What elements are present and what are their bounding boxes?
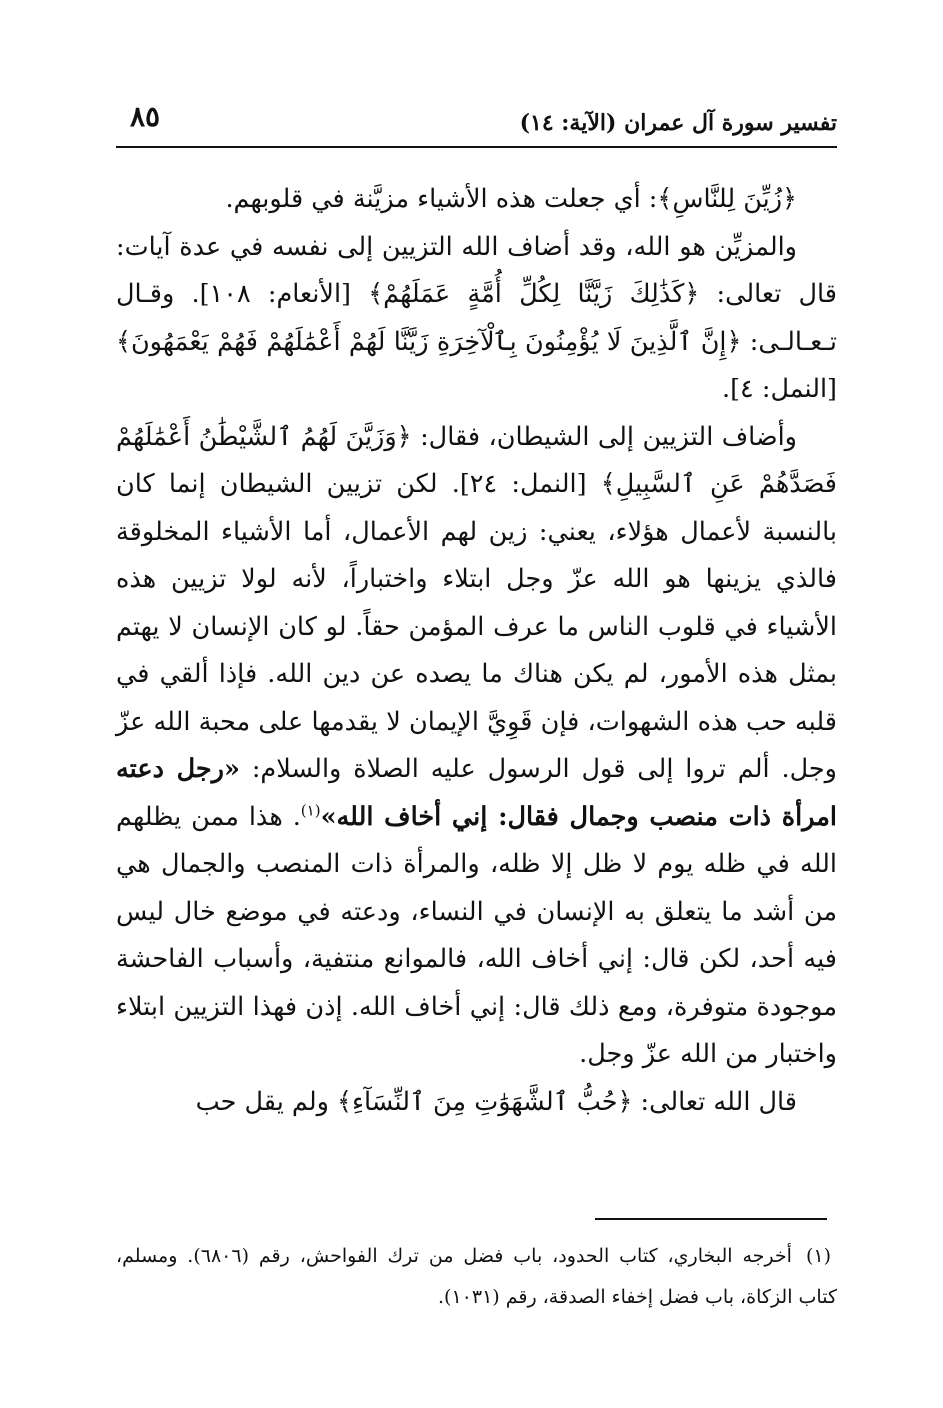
paragraph-text: ﴿زُيِّنَ لِلنَّاسِ﴾: أي جعلت هذه الأشياء مزيَّنة في قلوبهم. — [225, 184, 797, 214]
paragraph — [116, 176, 837, 224]
footnote-marker: (١) — [805, 1245, 831, 1267]
running-title: تفسير سورة آل عمران (الآية: ١٤) — [519, 110, 837, 136]
main-text — [116, 176, 837, 1126]
footnote-separator — [595, 1218, 827, 1220]
paragraph — [116, 414, 837, 1079]
paragraph — [116, 224, 837, 414]
paragraph-text: والمزيِّن هو الله، وقد أضاف الله التزيين إلى نفسه في عدة آيات: قال تعالى: ﴿كَذَٰلِكَ زَيَّنَّا لِكُلِّ أُمَّةٍ عَمَلَهُمْ﴾ [الأنعام: ١٠٨]. وقـال تـعـالـى: ﴿إِنَّ ٱلَّذِينَ لَا يُؤْمِنُونَ بِٱلْآخِرَةِ زَيَّنَّا لَهُمْ أَعْمَٰلَهُمْ فَهُمْ يَعْمَهُونَ﴾ [النمل: ٤]. — [116, 231, 837, 404]
paragraph — [116, 1079, 837, 1127]
page-header — [116, 92, 837, 148]
footnote — [116, 1236, 837, 1318]
paragraph-text: . هذا ممن يظلهم الله في ظله يوم لا ظل إلا ظله، والمرأة ذات المنصب والجمال هي من أشد ما يتعلق به الإنسان في النساء، ودعته في موضع خال ليس فيه أحد، لكن قال: إني أخاف الله، فالموانع منتفية، وأسباب الفاحشة موجودة متوفرة، ومع ذلك قال: إني أخاف الله. إذن فهذا التزيين ابتلاء واختبار من الله عزّ وجل. — [116, 801, 837, 1069]
footnote-reference[interactable]: (١) — [300, 801, 321, 819]
paragraph-text: قال الله تعالى: ﴿حُبُّ ٱلشَّهَوَٰتِ مِنَ ٱلنِّسَآءِ﴾ ولم يقل حب — [195, 1086, 797, 1117]
footnotes — [116, 1236, 837, 1318]
footnote-text: أخرجه البخاري، كتاب الحدود، باب فضل من ترك الفواحش، رقم (٦٨٠٦). ومسلم، كتاب الزكاة، باب فضل إخفاء الصدقة، رقم (١٠٣١). — [116, 1245, 837, 1308]
paragraph-text: وأضاف التزيين إلى الشيطان، فقال: ﴿وَزَيَّنَ لَهُمُ ٱلشَّيْطَٰنُ أَعْمَٰلَهُمْ فَصَدَّهُمْ عَنِ ٱلسَّبِيلِ﴾ [النمل: ٢٤]. لكن تزيين الشيطان إنما كان بالنسبة لأعمال هؤلاء، يعني: زين لهم الأعمال، أما الأشياء المخلوقة فالذي يزينها هو الله عزّ وجل ابتلاء واختباراً، لأنه لولا تزيين هذه الأشياء في قلوب الناس ما عرف المؤمن حقاً. لو كان الإنسان لا يهتم بمثل هذه الأمور، لم يكن هناك ما يصده عن دين الله. فإذا ألقي في قلبه حب هذه الشهوات، فإن قَوِيَّ الإيمان لا يقدمها على محبة الله عزّ وجل. ألم تروا إلى قول الرسول عليه الصلاة والسلام: — [116, 421, 837, 784]
page-number: ٨٥ — [130, 100, 161, 133]
hadith-quote: «رجل دعته امرأة ذات منصب وجمال فقال: إني أخاف الله» — [116, 754, 837, 832]
